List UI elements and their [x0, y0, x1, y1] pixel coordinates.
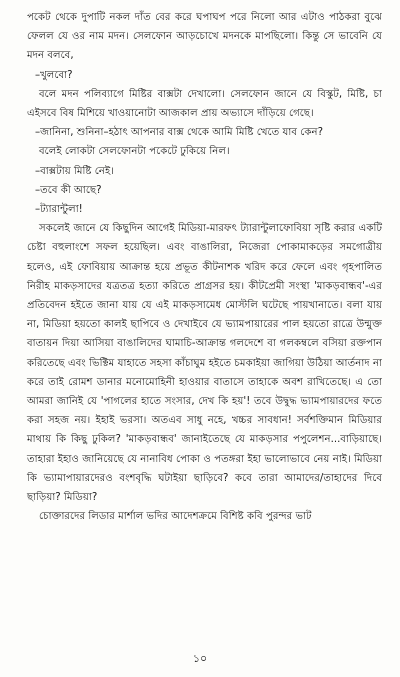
dialogue-line: –জানিনা, শুনিনা–হঠাৎ আপনার বাক্স থেকে আমি মিষ্টি খেতে যাব কেন?	[35, 127, 324, 139]
page-text	[27, 8, 382, 526]
dialogue-line: –তবে কী আছে?	[35, 184, 102, 196]
paragraph: চোক্তারদের লিডার মার্শাল ভদির আদেশক্রমে বিশিষ্ট কবি পুরন্দর ভাট	[39, 511, 312, 523]
dialogue-line: –বাক্সটায় মিষ্টি নেই।	[35, 165, 114, 177]
page-number: ১০	[192, 652, 208, 665]
dialogue-line: –ট্যারান্টুলা!	[35, 204, 83, 216]
paragraph: বলে মদন পলিব্যাগে মিষ্টির বাক্সটা দেখালো। সেলফোন জানে যে বিস্কুট, মিষ্টি, চা এইসবে বিষ মিশিয়ে খাওয়ানোটা আজকাল প্রায় অভ্যাসে দাঁড়িয়ে গেছে।	[27, 88, 382, 120]
paragraph: সকলেই জানে যে কিছুদিন আগেই মিডিয়া-মারফৎ ট্যারান্টুলাফোবিয়া সৃষ্টি করার একটি চেষ্টা বহুলাংশে সফল হয়েছিল। এবং বাঙালিরা, নিজেরা পোকামাকড়ের সমগোত্রীয় হলেও, এই ফোবিয়ায় আক্রান্ত হয়ে প্রভূত কীটনাশক খরিদ করে ফেলে এবং গৃহপালিত নিরীহ মাকড়সাদের যত্রতত্র হত্যা করিতে প্রাগ্রসর হয়। কীটপ্রেমী সংস্থা 'মাকড়বান্ধব'-এর প্রতিবেদন হইতে জানা যায় যে এই মাকড়সামেধ মোস্টলি ঘটেছে পায়খানাতে। বলা যায় না, মিডিয়া হয়তো কালই ছাপিবে ও দেখাইবে যে ভ্যামপায়ারের পাল হয়তো রাত্রে উন্মুক্ত বাতায়ন দিয়া আসিয়া বাঙালিদের ঘামাচি-আক্রান্ত গলদেশে বা গলকম্বলে বসিয়া রক্তপান করিতেছে এবং ভিক্টিম যাহাতে সহসা কাঁচাঘুম হইতে চমকাইয়া জাগিয়া উঠিয়া আর্তনাদ না করে তাই রোমশ ডানার মনোমোহিনী হাওয়ার বাতাসে তাহাকে অবশ রাখিতেছে। এ তো আমরা জানিই যে 'পাগলের হাতে সংসার, দেখ কি হয়'! তবে উদ্বুদ্ধ ভ্যামপায়ারদের ফতে করা সহজ নয়। ইহাই ভরসা। অতএব সাধু নহে, খচ্চর সাবধান! সর্বশক্তিমান মিডিয়ার মাথায় কি কিছু ঢুকিল? 'মাকড়বান্ধব' জানাইতেছে যে মাকড়সার পপুলেশন...বাড়িয়াছে। তাহারা ইহাও জানিয়েছে যে নানাবিধ পোকা ও পতঙ্গরা ইহা ভালোভাবে নেয় নাই। মিডিয়া কি ভ্যামাপায়ারদেরও বংশবৃদ্ধি ঘটাইয়া ছাড়িবে? কবে তারা আমাদের/তাহাদের দিবে ছাড়িয়া? মিডিয়া?	[27, 223, 382, 504]
paragraph: পকেট থেকে দুপাটি নকল দাঁত বের করে ঘপাঘপ পরে নিলো আর এটাও পাঠকরা বুঝে ফেলল যে ওর নাম মদন। সেলফোন আড়চোখে মদনকে মাপছিলো। কিন্তু সে ভাবেনি যে মদন বলবে,	[27, 12, 382, 62]
paragraph: বলেই লোকটা সেলফোনটা পকেটে ঢুকিয়ে নিল।	[39, 146, 230, 158]
dialogue-line: –খুলবো?	[35, 69, 73, 81]
